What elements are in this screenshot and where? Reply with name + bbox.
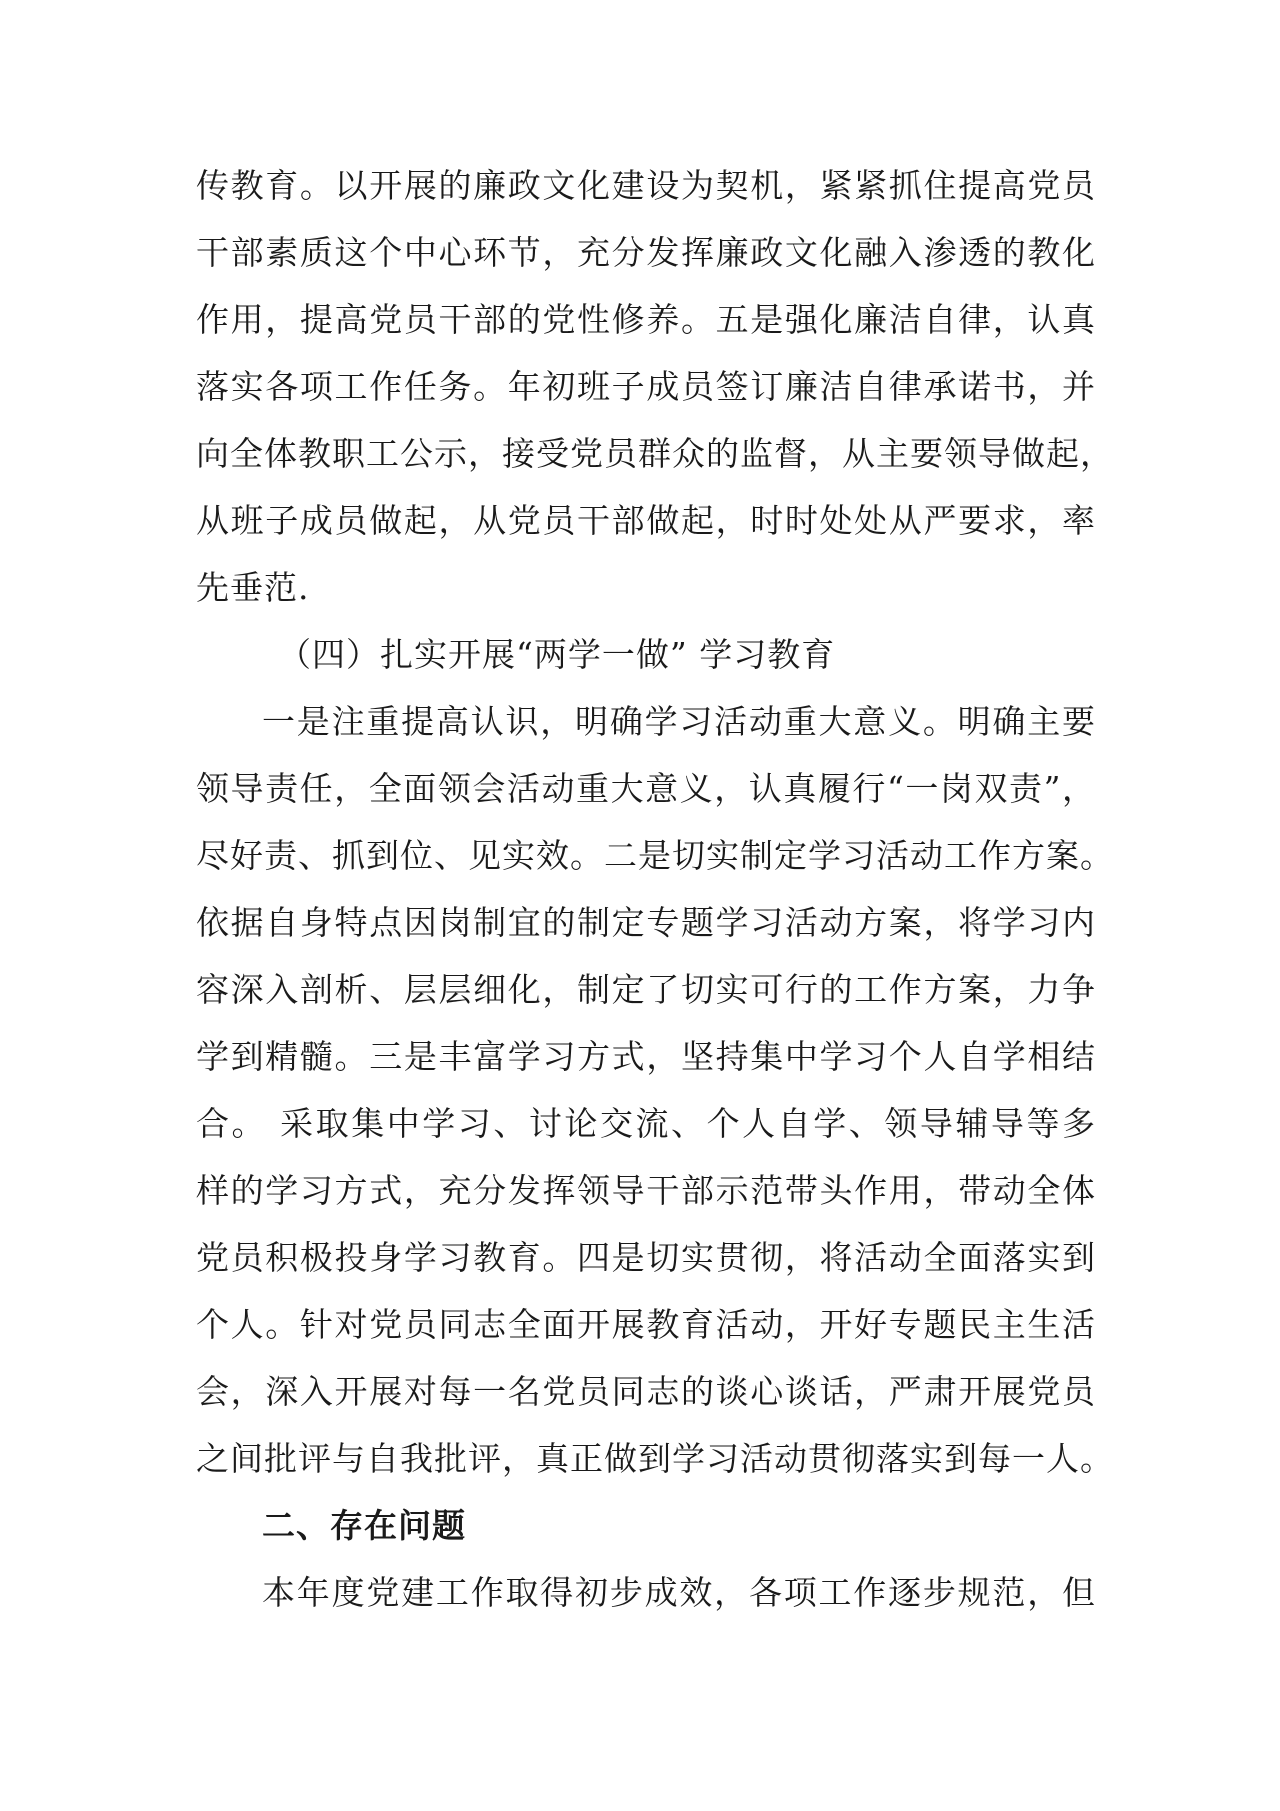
document-body [196, 152, 1114, 1626]
paragraph-line: 样的学习方式，充分发挥领导干部示范带头作用，带动全体 [196, 1171, 1096, 1210]
paragraph-line: 会，深入开展对每一名党员同志的谈心谈话，严肃开展党员 [196, 1372, 1096, 1411]
paragraph-line: 之间批评与自我批评，真正做到学习活动贯彻落实到每一人。 [196, 1439, 1114, 1478]
paragraph-line: 个人。针对党员同志全面开展教育活动，开好专题民主生活 [196, 1305, 1096, 1344]
paragraph-line: 落实各项工作任务。年初班子成员签订廉洁自律承诺书，并 [196, 367, 1096, 406]
paragraph-line: 容深入剖析、层层细化，制定了切实可行的工作方案，力争 [196, 970, 1096, 1009]
paragraph-line: 合。 采取集中学习、讨论交流、个人自学、领导辅导等多 [196, 1104, 1096, 1143]
paragraph-line: 从班子成员做起，从党员干部做起，时时处处从严要求，率 [196, 501, 1096, 540]
paragraph-line: 本年度党建工作取得初步成效，各项工作逐步规范，但 [262, 1573, 1096, 1612]
paragraph-line: 向全体教职工公示，接受党员群众的监督，从主要领导做起， [196, 434, 1114, 473]
paragraph-line: 尽好责、抓到位、见实效。二是切实制定学习活动工作方案。 [196, 836, 1114, 875]
paragraph-line: 一是注重提高认识，明确学习活动重大意义。明确主要 [262, 702, 1096, 741]
paragraph-line: 传教育。以开展的廉政文化建设为契机，紧紧抓住提高党员 [196, 166, 1096, 205]
section-heading: 二、存在问题 [262, 1506, 466, 1545]
paragraph-line: 学到精髓。三是丰富学习方式，坚持集中学习个人自学相结 [196, 1037, 1096, 1076]
paragraph-line: 党员积极投身学习教育。四是切实贯彻，将活动全面落实到 [196, 1238, 1096, 1277]
paragraph-line: 干部素质这个中心环节，充分发挥廉政文化融入渗透的教化 [196, 233, 1096, 272]
paragraph-line: 领导责任，全面领会活动重大意义，认真履行“一岗双责”， [196, 769, 1096, 808]
section-subheading: （四）扎实开展“两学一做” 学习教育 [278, 635, 836, 674]
paragraph-line: 依据自身特点因岗制宜的制定专题学习活动方案，将学习内 [196, 903, 1096, 942]
paragraph-line: 先垂范. [196, 568, 310, 607]
paragraph-line: 作用，提高党员干部的党性修养。五是强化廉洁自律，认真 [196, 300, 1096, 339]
